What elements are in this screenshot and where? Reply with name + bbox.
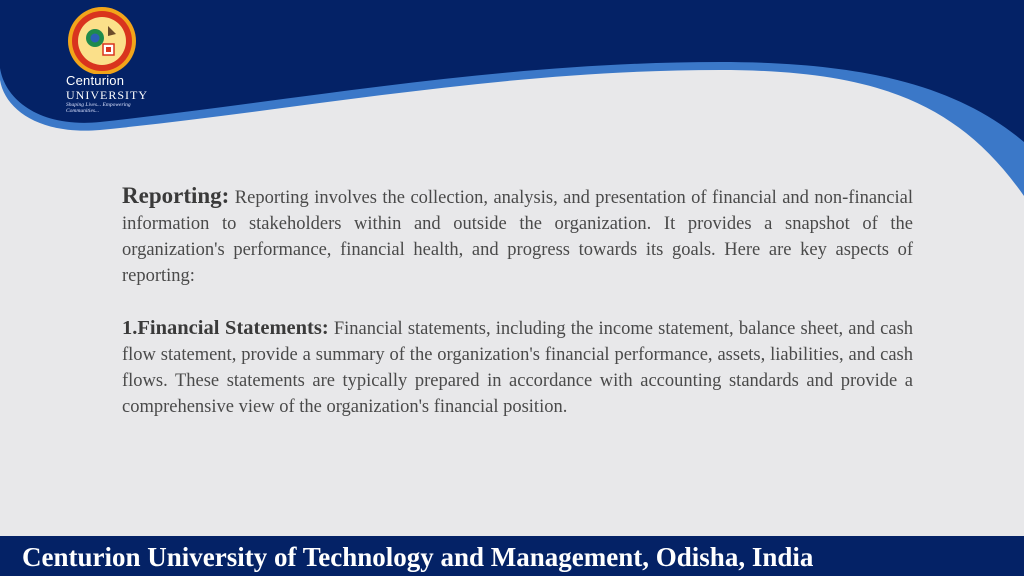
logo-tagline: Shaping Lives... Empowering Communities... xyxy=(66,102,131,114)
reporting-text: Reporting involves the collection, analysis, and presentation of financial and non-financial information to stakeholders within and outside the organization. It provides a snapshot of the organization's performance, financial health, and progress towards its goals. Here are key aspects of reporting: xyxy=(122,188,914,286)
university-emblem xyxy=(62,4,144,74)
logo-name-line1: Centurion xyxy=(66,73,125,88)
reporting-paragraph xyxy=(122,183,913,289)
footer-bar xyxy=(0,536,1024,576)
financial-statements-heading: 1.Financial Statements: xyxy=(122,317,329,339)
financial-statements-text: Financial statements, including the income statement, balance sheet, and cash flow statement, provide a summary of the organization's financial performance, assets, liabilities, and cash flows. These statements are typically prepared in accordance with accounting standards and provide a comprehensive view of the organization's financial position. xyxy=(122,319,914,417)
slide-body xyxy=(122,183,913,420)
financial-statements-paragraph xyxy=(122,315,913,420)
reporting-heading: Reporting: xyxy=(122,183,230,208)
logo-name-line2: UNIVERSITY xyxy=(66,88,148,102)
header-banner xyxy=(0,0,1024,200)
footer-title: Centurion University of Technology and Management, Odisha, India xyxy=(22,542,814,572)
university-logo xyxy=(62,4,148,122)
